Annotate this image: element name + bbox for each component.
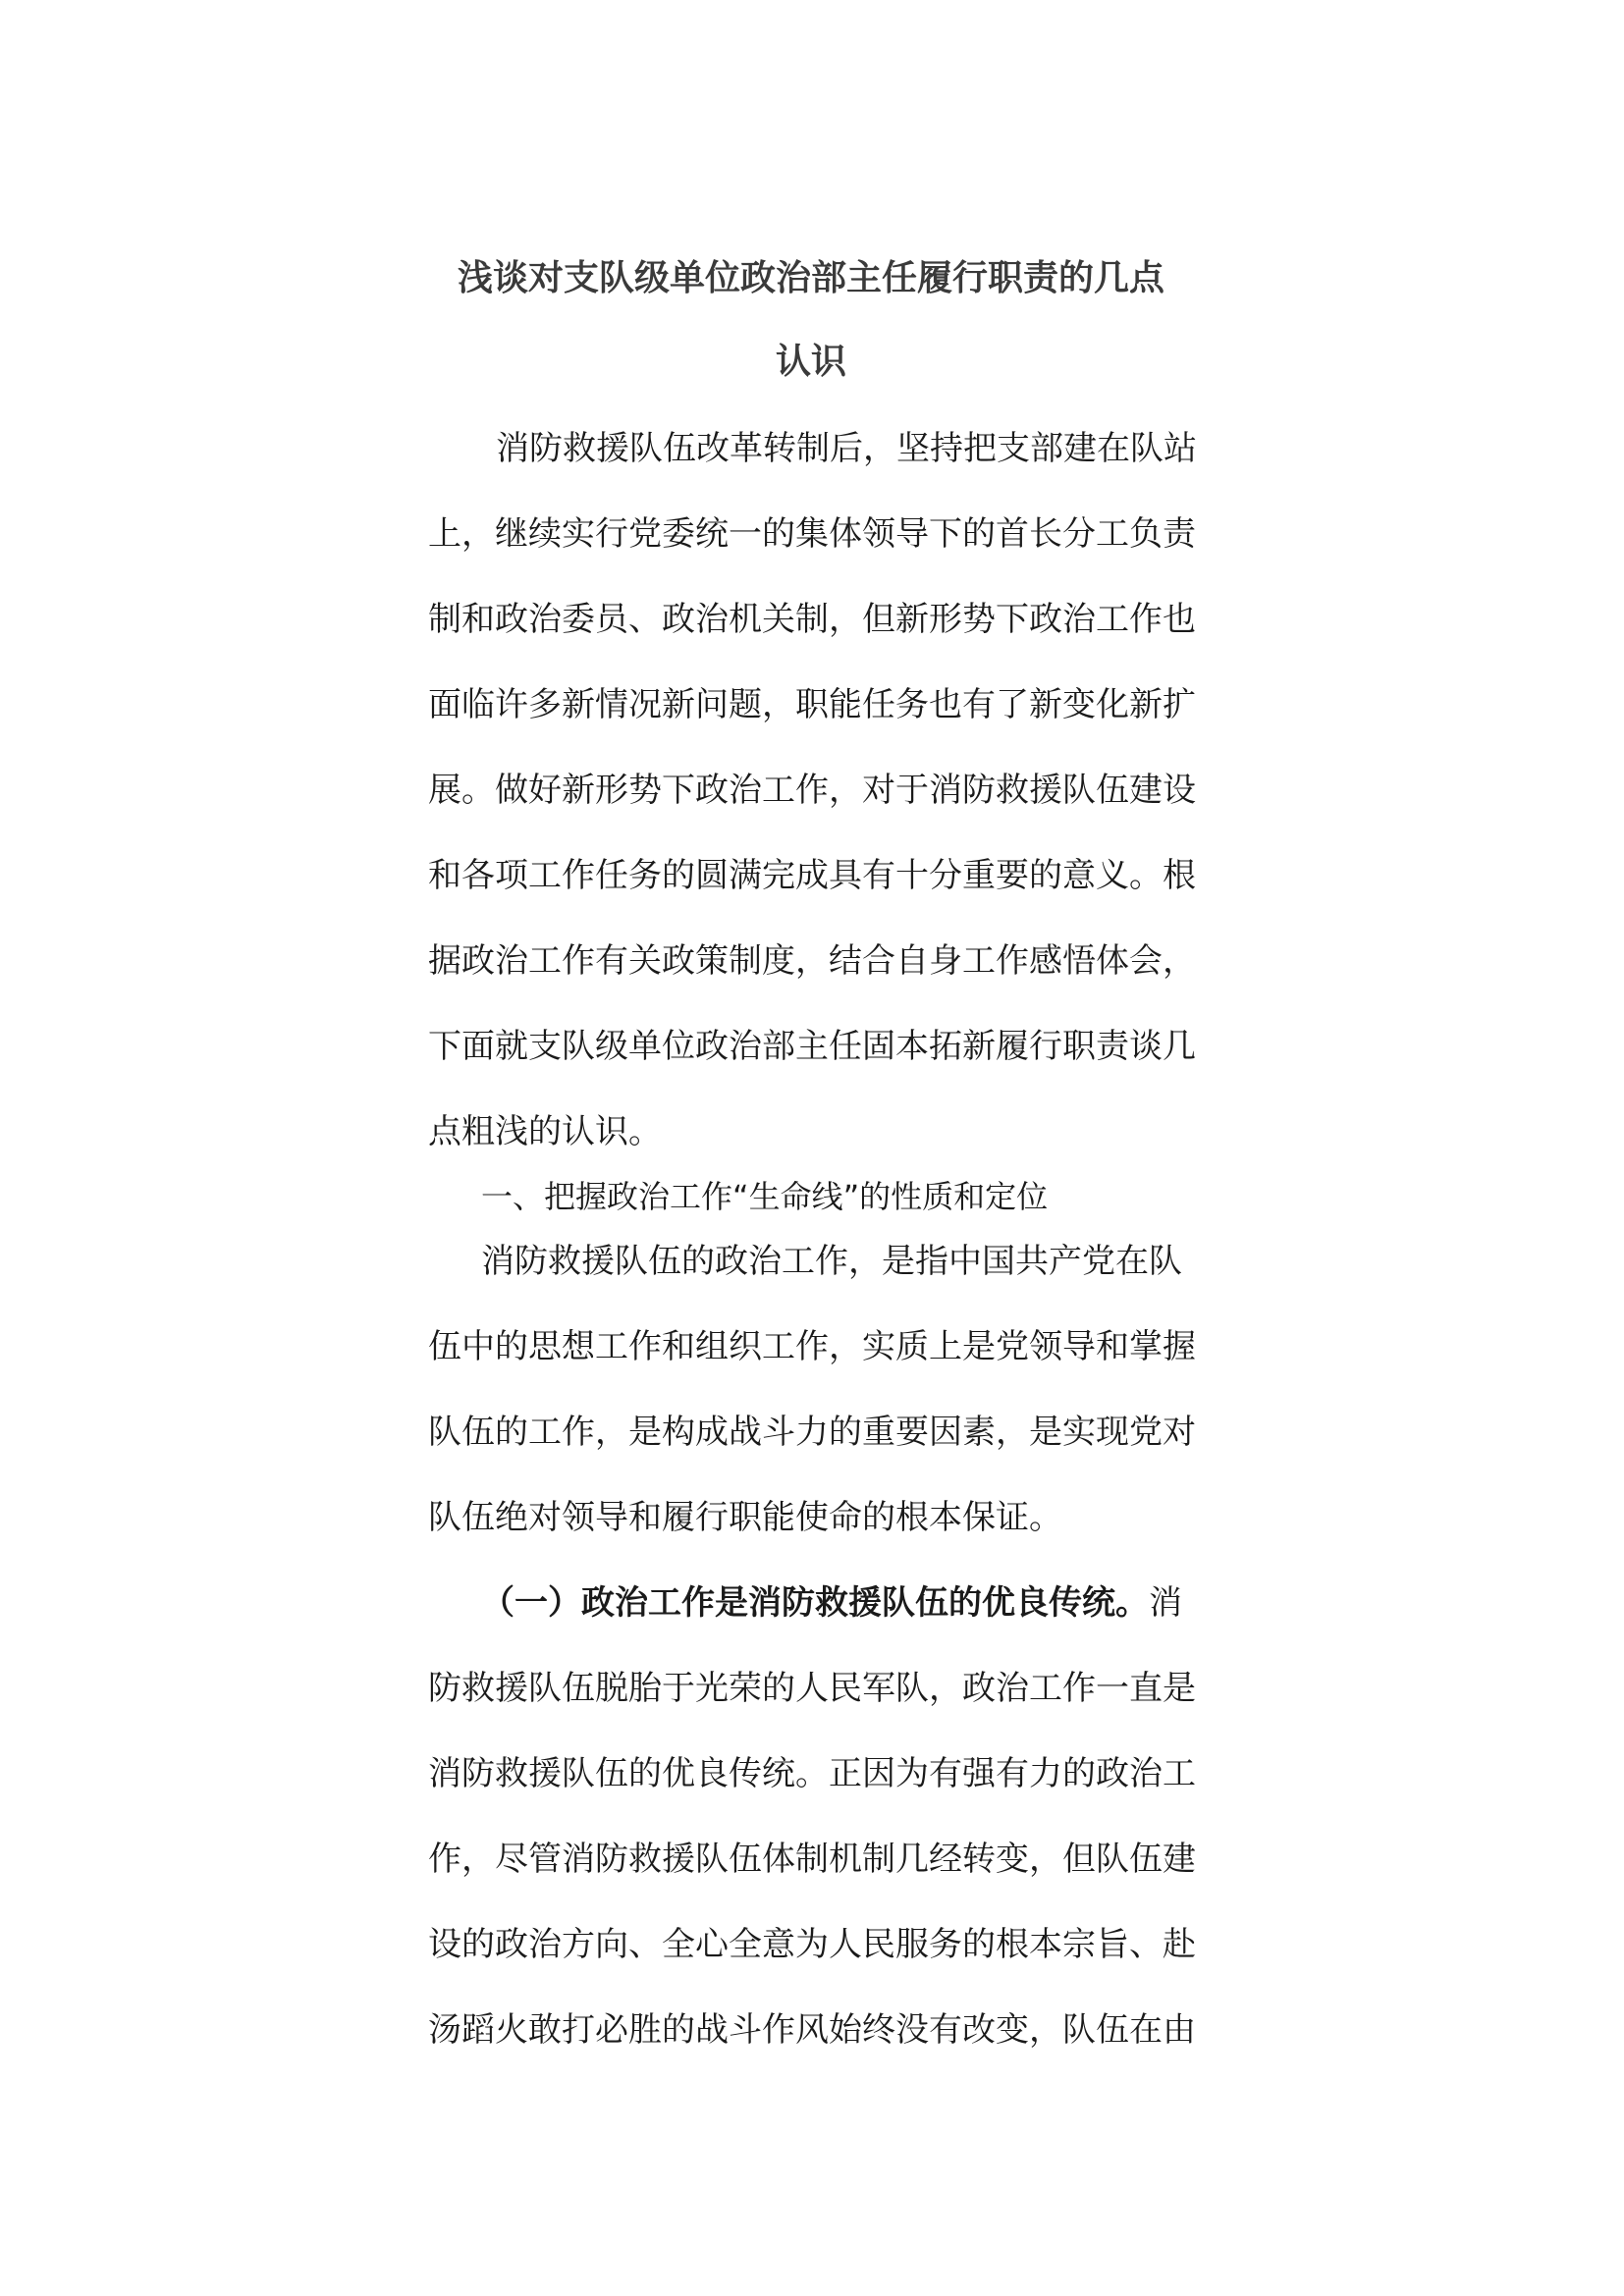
- section1-line: 伍中的思想工作和组织工作，实质上是党领导和掌握: [428, 1327, 1196, 1366]
- intro-line: 和各项工作任务的圆满完成具有十分重要的意义。根: [428, 856, 1196, 895]
- section-heading: 一、把握政治工作“生命线”的性质和定位: [481, 1178, 1049, 1215]
- section1-line: 队伍绝对领导和履行职能使命的根本保证。: [428, 1498, 1062, 1537]
- intro-line: 面临许多新情况新问题，职能任务也有了新变化新扩: [428, 685, 1196, 724]
- document-title-line-1: 浅谈对支队级单位政治部主任履行职责的几点: [457, 258, 1164, 298]
- subsection-line: 设的政治方向、全心全意为人民服务的根本宗旨、赴: [428, 1925, 1196, 1964]
- intro-line: 据政治工作有关政策制度，结合自身工作感悟体会，: [428, 941, 1196, 981]
- subsection-line: 防救援队伍脱胎于光荣的人民军队，政治工作一直是: [428, 1669, 1196, 1708]
- subsection-line: 作，尽管消防救援队伍体制机制几经转变，但队伍建: [428, 1840, 1196, 1879]
- document-title-line-2: 认识: [775, 342, 846, 382]
- intro-line: 上，继续实行党委统一的集体领导下的首长分工负责: [428, 514, 1196, 554]
- intro-line: 展。做好新形势下政治工作，对于消防救援队伍建设: [428, 771, 1196, 810]
- subsection-heading: （一）政治工作是消防救援队伍的优良传统。: [481, 1583, 1149, 1623]
- subsection-text: 消: [1149, 1583, 1182, 1623]
- subsection-line: 消防救援队伍的优良传统。正因为有强有力的政治工: [428, 1754, 1196, 1793]
- intro-line: 消防救援队伍改革转制后，坚持把支部建在队站: [496, 429, 1197, 468]
- section1-line: 队伍的工作，是构成战斗力的重要因素，是实现党对: [428, 1413, 1196, 1452]
- intro-line: 下面就支队级单位政治部主任固本拓新履行职责谈几: [428, 1027, 1196, 1066]
- section1-line: 消防救援队伍的政治工作，是指中国共产党在队: [481, 1242, 1182, 1281]
- intro-line: 制和政治委员、政治机关制，但新形势下政治工作也: [428, 600, 1196, 639]
- intro-line: 点粗浅的认识。: [428, 1112, 662, 1151]
- subsection-line: 汤蹈火敢打必胜的战斗作风始终没有改变，队伍在由: [428, 2010, 1196, 2050]
- subsection-first-line: [481, 1581, 1182, 1625]
